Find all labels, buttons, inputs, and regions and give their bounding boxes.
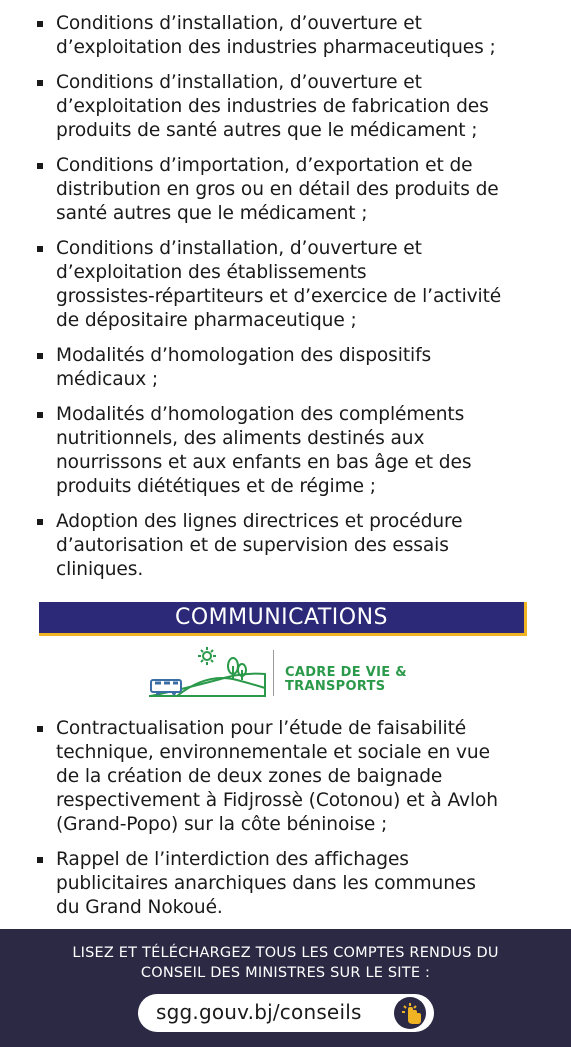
list-item-line: d’exploitation des industries pharmaceutiques ; [56,37,496,58]
list-item-line: nutritionnels, des aliments destinés aux [56,428,425,449]
list-item-line: Contractualisation pour l’étude de faisabilité [56,718,467,739]
section-title: COMMUNICATIONS [174,605,389,630]
list-item [0,154,571,226]
bullet-icon [37,412,43,418]
list-item-line: Rappel de l’interdiction des affichages [56,849,409,870]
bullet-icon [37,80,43,86]
bullet-icon [37,726,43,732]
list-item [0,237,571,333]
list-item-line: d’exploitation des établissements [56,262,367,283]
list-item [0,510,571,582]
list-item-line: Conditions d’installation, d’ouverture et [56,13,422,34]
list-item-line: Conditions d’installation, d’ouverture et [56,238,422,259]
bus-icon [151,680,181,695]
list-item-line: Modalités d’homologation des dispositifs [56,345,432,366]
click-hand-icon [392,996,428,1030]
list-item-line: Conditions d’importation, d’exportation et de [56,155,473,176]
list-item [0,848,571,920]
list-item [0,12,571,60]
list-item-line: santé autres que le médicament ; [56,203,368,224]
list-item-line: de la création de deux zones de baignade [56,766,443,787]
list-item-line: d’exploitation des industries de fabrication des [56,96,489,117]
list-item [0,344,571,392]
decisions-list-health [0,12,571,582]
list-item-line: grossistes-répartiteurs et d’exercice de l’activité [56,286,502,307]
list-item-line: respectivement à Fidjrossè (Cotonou) et à Avloh [56,790,498,811]
site-link[interactable] [138,994,434,1032]
list-item-line: cliniques. [56,559,144,580]
list-item-line: de dépositaire pharmaceutique ; [56,310,357,331]
list-item-line: technique, environnementale et sociale en vue [56,742,490,763]
list-item-line: Modalités d’homologation des compléments [56,404,465,425]
category-divider [273,650,274,696]
footer-banner [0,929,571,1047]
list-item-line: nourrissons et aux enfants en bas âge et des [56,452,472,473]
site-url[interactable]: sgg.gouv.bj/conseils [156,1000,362,1024]
list-item-line: médicaux ; [56,369,159,390]
bullet-icon [37,857,43,863]
list-item [0,403,571,499]
list-item-line: Adoption des lignes directrices et procédure [56,511,463,532]
list-item-line: Conditions d’installation, d’ouverture et [56,72,422,93]
list-item-line: produits diététiques et de régime ; [56,476,376,497]
bullet-icon [37,519,43,525]
list-item-line: (Grand-Popo) sur la côte béninoise ; [56,814,388,835]
bullet-icon [37,246,43,252]
category-label-line1: CADRE DE VIE & [285,665,407,680]
category-label [285,666,407,694]
bullet-icon [37,353,43,359]
footer-text [0,943,571,983]
list-item-line: distribution en gros ou en détail des produits de [56,179,499,200]
list-item-line: publicitaires anarchiques dans les communes [56,873,476,894]
cadre-de-vie-illustration [147,644,267,700]
category-label-line2: TRANSPORTS [285,679,386,694]
sun-icon [198,647,216,665]
bullet-icon [37,163,43,169]
list-item [0,717,571,837]
decisions-list-communications [0,717,571,920]
bullet-icon [37,21,43,27]
category-cadre-de-vie [147,644,437,700]
list-item [0,71,571,143]
list-item-line: du Grand Nokoué. [56,897,223,918]
list-item-line: produits de santé autres que le médicament ; [56,120,478,141]
footer-line2: CONSEIL DES MINISTRES SUR LE SITE : [140,965,431,981]
list-item-line: d’autorisation et de supervision des essais [56,535,449,556]
footer-line1: LISEZ ET TÉLÉCHARGEZ TOUS LES COMPTES RENDUS DU [72,945,499,961]
section-banner-communications [39,602,527,636]
